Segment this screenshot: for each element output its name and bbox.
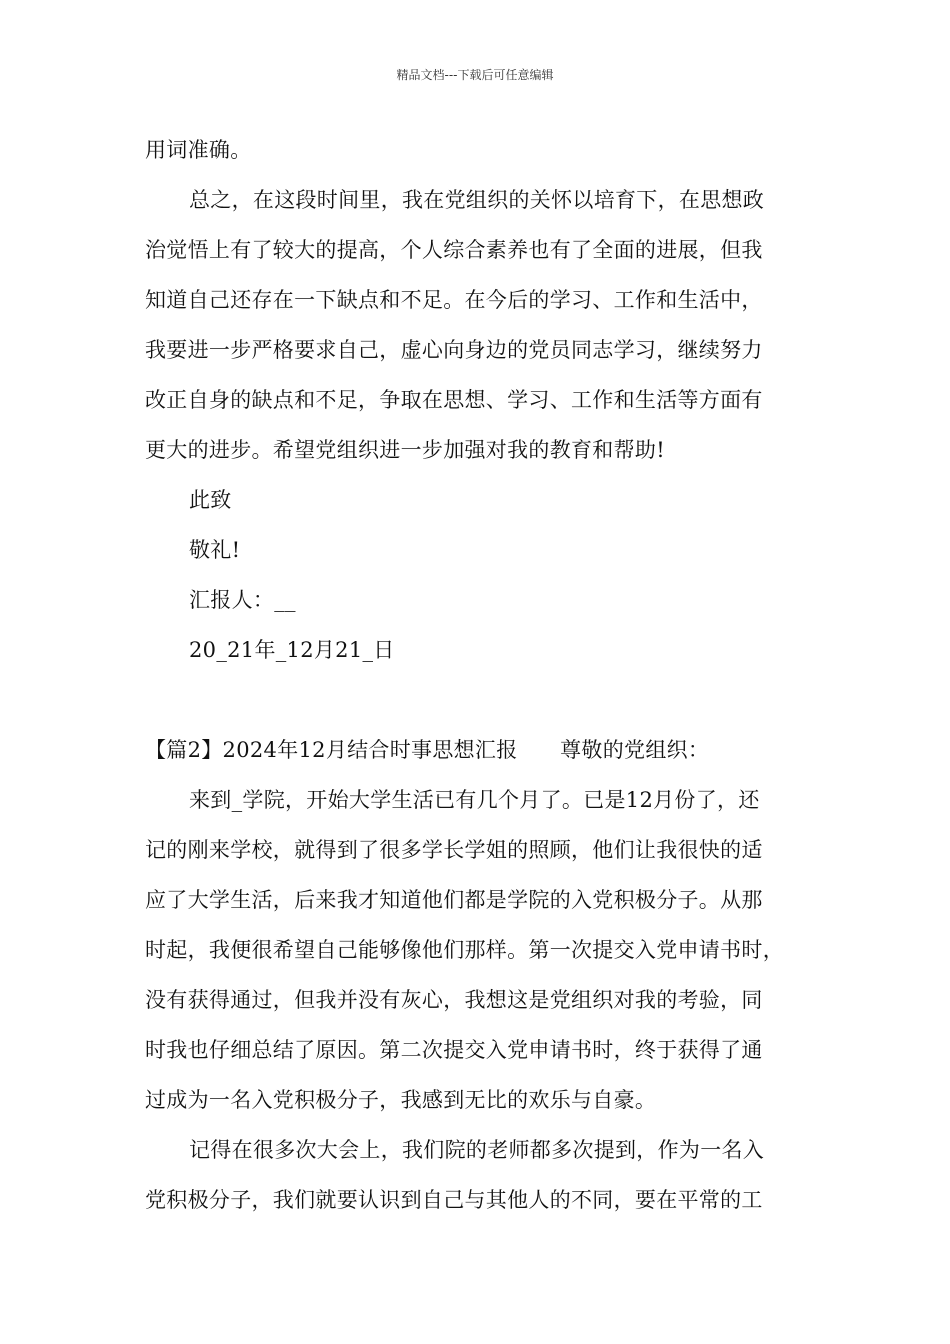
paragraph-line: 过成为一名入党积极分子，我感到无比的欢乐与自豪。 (145, 1088, 657, 1112)
paragraph-line: 治觉悟上有了较大的提高，个人综合素养也有了全面的进展，但我 (145, 238, 763, 262)
paragraph-line: 记的刚来学校，就得到了很多学长学姐的照顾，他们让我很快的适 (145, 838, 763, 862)
section-heading: 【篇2】2024年12月结合时事思想汇报 尊敬的党组织： (145, 738, 710, 762)
paragraph-line: 来到_学院，开始大学生活已有几个月了。已是12月份了，还 (189, 788, 760, 812)
paragraph-line: 改正自身的缺点和不足，争取在思想、学习、工作和生活等方面有 (145, 388, 763, 412)
paragraph-line: 记得在很多次大会上，我们院的老师都多次提到，作为一名入 (189, 1138, 765, 1162)
closing-regards: 敬礼! (189, 538, 241, 562)
date-line: 20_21年_12月21_日 (189, 638, 395, 662)
paragraph-line: 知道自己还存在一下缺点和不足。在今后的学习、工作和生活中， (145, 288, 763, 312)
closing-salutation: 此致 (189, 488, 232, 512)
paragraph-line: 时起，我便很希望自己能够像他们那样。第一次提交入党申请书时， (145, 938, 784, 962)
paragraph-line: 用词准确。 (145, 138, 252, 162)
paragraph-line: 没有获得通过，但我并没有灰心，我想这是党组织对我的考验，同 (145, 988, 763, 1012)
paragraph-line: 总之，在这段时间里，我在党组织的关怀以培育下，在思想政 (189, 188, 765, 212)
paragraph-line: 党积极分子，我们就要认识到自己与其他人的不同，要在平常的工 (145, 1188, 763, 1212)
page-header: 精品文档---下载后可任意编辑 (396, 68, 554, 82)
paragraph-line: 时我也仔细总结了原因。第二次提交入党申请书时，终于获得了通 (145, 1038, 763, 1062)
paragraph-line: 应了大学生活，后来我才知道他们都是学院的入党积极分子。从那 (145, 888, 763, 912)
paragraph-line: 更大的进步。希望党组织进一步加强对我的教育和帮助! (145, 438, 665, 462)
reporter-line: 汇报人：__ (189, 588, 296, 612)
paragraph-line: 我要进一步严格要求自己，虚心向身边的党员同志学习，继续努力 (145, 338, 763, 362)
